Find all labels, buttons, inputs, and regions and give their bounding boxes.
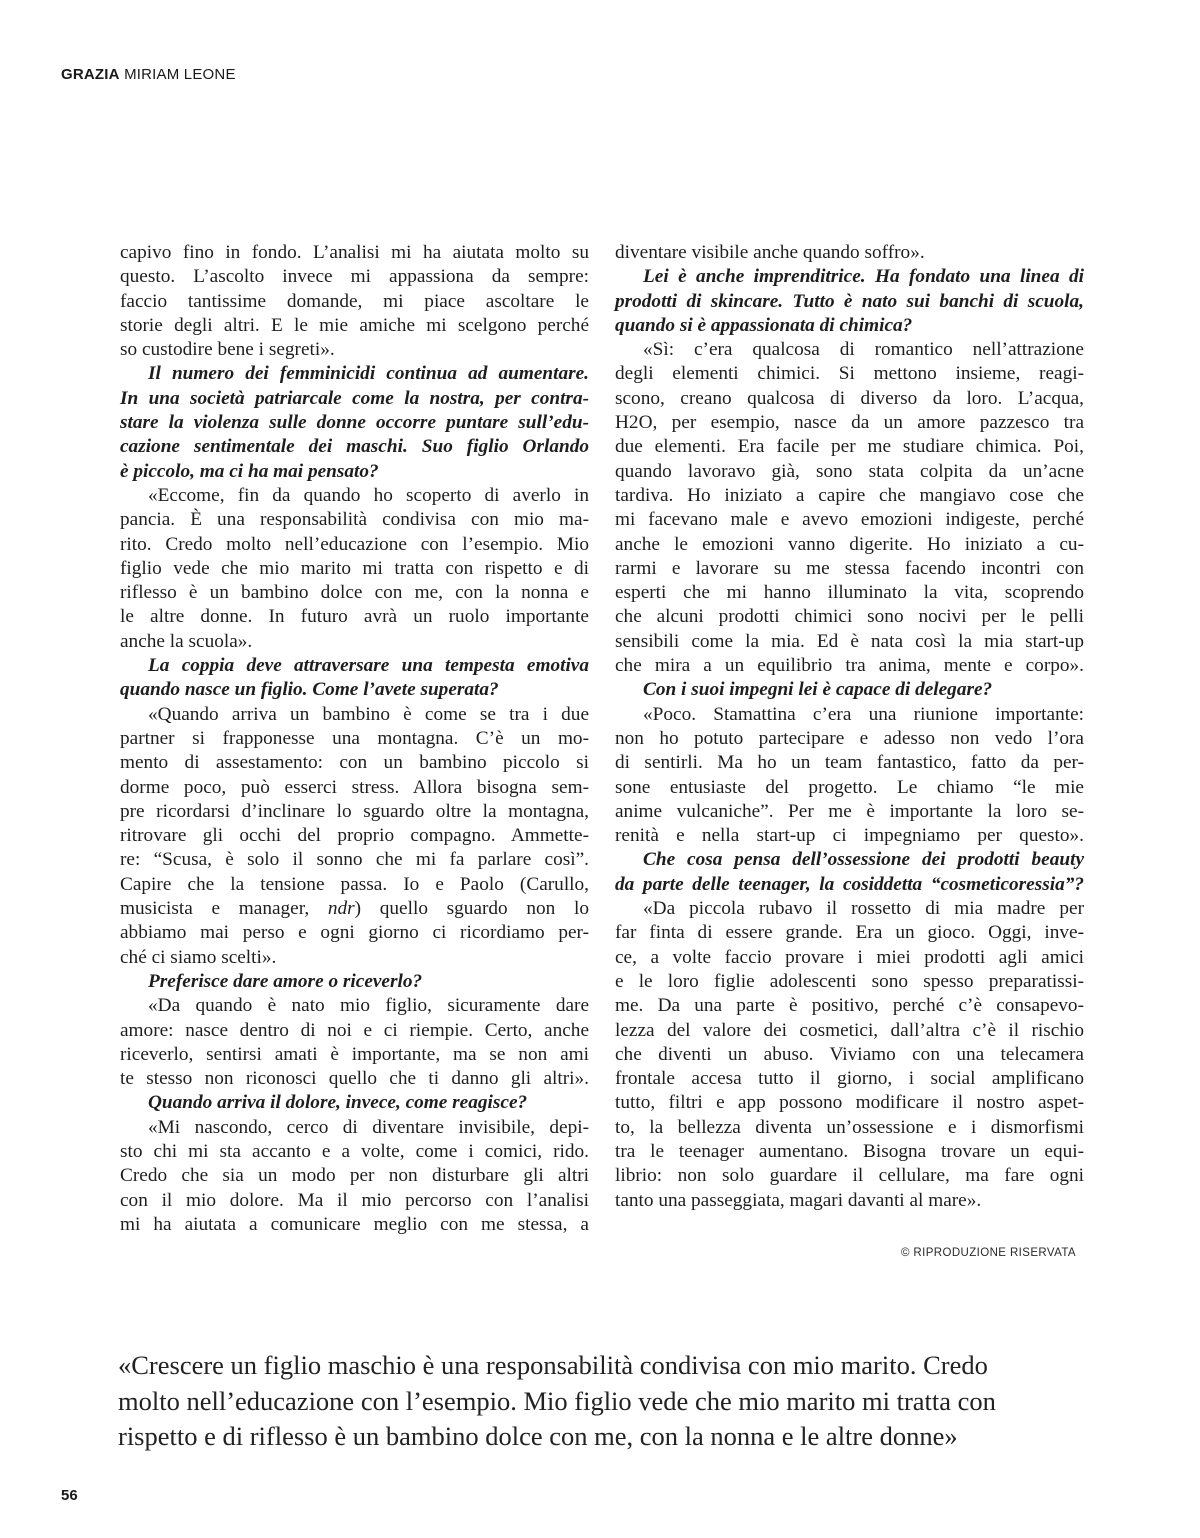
pull-quote-line: rispetto e di riflesso è un bambino dolce con me, con la nonna e le altre donne» bbox=[118, 1421, 958, 1451]
answer-text-line: quando lavoravo già, sono stata colpita da un’acne bbox=[615, 460, 1084, 482]
answer-text-line: e le loro figlie adolescenti sono spesso preparatissi- bbox=[615, 970, 1084, 992]
answer-text-line: storie degli altri. E le mie amiche mi scelgono perché bbox=[120, 314, 589, 336]
answer-text-line: riflesso è un bambino dolce con me, con la nonna e bbox=[120, 582, 589, 604]
interview-question-line: Quando arriva il dolore, invece, come reagisce? bbox=[148, 1092, 528, 1114]
answer-text-line: mento di assestamento: con un bambino piccolo si bbox=[120, 752, 589, 774]
answer-text-line: che diventi un abuso. Viviamo con una telecamera bbox=[615, 1043, 1084, 1065]
pull-quote bbox=[118, 1348, 1048, 1455]
answer-text-line: me. Da una parte è positivo, perché c’è consapevo- bbox=[615, 995, 1084, 1017]
interview-question-line: Preferisce dare amore o riceverlo? bbox=[148, 970, 423, 992]
interview-question-line: da parte delle teenager, la cosiddetta “cosmeticoressia”? bbox=[615, 873, 1084, 895]
answer-text-line: diventare visibile anche quando soffro». bbox=[615, 242, 925, 263]
answer-text-line: non ho potuto partecipare e adesso non vedo l’ora bbox=[615, 727, 1084, 749]
answer-text-line: due elementi. Era facile per me studiare chimica. Poi, bbox=[615, 436, 1084, 458]
text-segment: ) quello sguardo non lo bbox=[354, 898, 589, 920]
answer-text-line: faccio tantissime domande, mi piace ascoltare le bbox=[120, 290, 589, 312]
answer-text-line: sto chi mi sta accanto e a volte, come i comici, rido. bbox=[120, 1140, 589, 1162]
interview-question-line: In una società patriarcale come la nostra, per contra- bbox=[120, 387, 589, 409]
pull-quote-line: «Crescere un figlio maschio è una responsabilità condivisa con mio marito. Credo bbox=[118, 1350, 988, 1380]
answer-text-line: re: “Scusa, è solo il sonno che mi fa parlare così”. bbox=[120, 849, 589, 871]
answer-text-line: H2O, per esempio, nasce da un amore pazzesco tra bbox=[615, 412, 1084, 434]
answer-text-line: che alcuni prodotti chimici sono nocivi per le pelli bbox=[615, 606, 1084, 628]
interview-question-line: prodotti di skincare. Tutto è nato sui banchi di scuola, bbox=[615, 290, 1084, 312]
running-header bbox=[61, 66, 236, 83]
interview-question-line: cazione sentimentale dei maschi. Suo figlio Orlando bbox=[120, 436, 589, 458]
answer-text-line: «Sì: c’era qualcosa di romantico nell’attrazione bbox=[643, 339, 1084, 361]
answer-text-line: degli elementi chimici. Si mettono insieme, reagi- bbox=[615, 363, 1084, 385]
interview-question-line: Che cosa pensa dell’ossessione dei prodotti beauty bbox=[643, 849, 1084, 871]
answer-text-line: pancia. È una responsabilità condivisa con mio ma- bbox=[120, 509, 589, 531]
interview-question-line: Lei è anche imprenditrice. Ha fondato una linea di bbox=[643, 266, 1084, 288]
answer-text-line: «Mi nascondo, cerco di diventare invisibile, depi- bbox=[148, 1116, 589, 1138]
answer-text-line: che mira a un equilibrio tra anima, mente e corpo». bbox=[615, 655, 1084, 677]
answer-text-line: anche la scuola». bbox=[120, 630, 253, 652]
answer-text-line bbox=[120, 897, 589, 921]
article-column-right bbox=[615, 241, 1084, 1213]
answer-text-line: Credo che sia un modo per non disturbare gli altri bbox=[120, 1165, 589, 1187]
editor-note: ndr bbox=[327, 898, 355, 920]
pull-quote-line: molto nell’educazione con l’esempio. Mio figlio vede che mio marito mi tratta con bbox=[118, 1385, 996, 1416]
answer-text-line: «Quando arriva un bambino è come se tra i due bbox=[148, 703, 589, 725]
answer-text-line: anche le emozioni vanno digerite. Ho iniziato a cu- bbox=[615, 533, 1084, 555]
answer-text-line: te stesso non riconosci quello che ti danno gli altri». bbox=[120, 1068, 589, 1090]
answer-text-line: to, la bellezza diventa un’ossessione e i dismorfismi bbox=[615, 1116, 1084, 1138]
article-column-left bbox=[120, 241, 589, 1237]
answer-text-line: con il mio dolore. Ma il mio percorso con l’analisi bbox=[120, 1189, 589, 1211]
answer-text-line: rito. Credo molto nell’educazione con l’esempio. Mio bbox=[120, 533, 589, 555]
answer-text-line: tanto una passeggiata, magari davanti al mare». bbox=[615, 1189, 982, 1211]
answer-text-line: «Poco. Stamattina c’era una riunione importante: bbox=[643, 703, 1084, 725]
text-segment: musicista e manager, bbox=[120, 898, 328, 920]
interview-question-line: quando nasce un figlio. Come l’avete superata? bbox=[120, 679, 499, 701]
answer-text-line: lezza del valore dei cosmetici, dall’altra c’è il rischio bbox=[615, 1019, 1084, 1041]
page-number: 56 bbox=[61, 1487, 78, 1504]
answer-text-line: sone entusiaste del progetto. Le chiamo “le mie bbox=[615, 776, 1084, 798]
interview-question-line: Il numero dei femminicidi continua ad aumentare. bbox=[148, 363, 589, 385]
interview-question-line: quando si è appassionata di chimica? bbox=[615, 314, 913, 336]
answer-text-line: frontale accesa tutto il giorno, i social amplificano bbox=[615, 1068, 1084, 1090]
interview-question-line: La coppia deve attraversare una tempesta emotiva bbox=[148, 655, 589, 677]
magazine-brand: GRAZIA bbox=[61, 66, 120, 83]
answer-text-line: tutto, filtri e app possono modificare il nostro aspet- bbox=[615, 1092, 1084, 1114]
answer-text-line: anime vulcaniche”. Per me è importante la loro se- bbox=[615, 800, 1084, 822]
answer-text-line: figlio vede che mio marito mi tratta con rispetto e di bbox=[120, 557, 589, 579]
answer-text-line: riceverlo, sentirsi amati è importante, ma se non ami bbox=[120, 1043, 589, 1065]
answer-text-line: sensibili come la mia. Ed è nata così la mia start-up bbox=[615, 630, 1084, 652]
answer-text-line: tra le teenager aumentano. Bisogna trovare un equi- bbox=[615, 1140, 1084, 1162]
copyright-notice: © RIPRODUZIONE RISERVATA bbox=[900, 1247, 1076, 1259]
answer-text-line: librio: non solo guardare il cellulare, ma fare ogni bbox=[615, 1165, 1084, 1187]
answer-text-line: Capire che la tensione passa. Io e Paolo (Carullo, bbox=[120, 873, 589, 895]
answer-text-line: tardiva. Ho iniziato a capire che mangiavo cose che bbox=[615, 484, 1084, 506]
interview-question-line: stare la violenza sulle donne occorre puntare sull’edu- bbox=[120, 412, 589, 434]
answer-text-line: scono, creano qualcosa di diverso da loro. L’acqua, bbox=[615, 387, 1084, 409]
answer-text-line: mi ha aiutata a comunicare meglio con me stessa, a bbox=[120, 1213, 589, 1235]
answer-text-line: renità e nella start-up ci impegniamo per questo». bbox=[615, 825, 1084, 847]
answer-text-line: le altre donne. In futuro avrà un ruolo importante bbox=[120, 606, 589, 628]
answer-text-line: amore: nasce dentro di noi e ci riempie. Certo, anche bbox=[120, 1019, 589, 1041]
answer-text-line: pre ricordarsi d’inclinare lo sguardo oltre la montagna, bbox=[120, 800, 589, 822]
answer-text-line: so custodire bene i segreti». bbox=[120, 339, 335, 361]
answer-text-line: ché ci siamo scelti». bbox=[120, 946, 277, 968]
answer-text-line: rarmi e lavorare su me stessa facendo incontri con bbox=[615, 557, 1084, 579]
article-subject: MIRIAM LEONE bbox=[124, 66, 236, 83]
answer-text-line: capivo fino in fondo. L’analisi mi ha aiutata molto su bbox=[120, 242, 589, 263]
interview-question-line: Con i suoi impegni lei è capace di delegare? bbox=[643, 679, 993, 701]
answer-text-line: abbiamo mai perso e ogni giorno ci ricordiamo per- bbox=[120, 922, 589, 944]
answer-text-line: questo. L’ascolto invece mi appassiona da sempre: bbox=[120, 266, 589, 288]
answer-text-line: «Eccome, fin da quando ho scoperto di averlo in bbox=[148, 484, 589, 506]
answer-text-line: «Da piccola rubavo il rossetto di mia madre per bbox=[643, 898, 1084, 920]
answer-text-line: mi facevano male e avevo emozioni indigeste, perché bbox=[615, 509, 1084, 531]
answer-text-line: ritrovare gli occhi del proprio compagno. Ammette- bbox=[120, 825, 589, 847]
interview-question-line: è piccolo, ma ci ha mai pensato? bbox=[120, 460, 379, 482]
answer-text-line: «Da quando è nato mio figlio, sicuramente dare bbox=[148, 995, 589, 1017]
answer-text-line: esperti che mi hanno illuminato la vita, scoprendo bbox=[615, 582, 1084, 604]
answer-text-line: ce, a volte faccio provare i miei prodotti agli amici bbox=[615, 946, 1084, 968]
answer-text-line: partner si frapponesse una montagna. C’è un mo- bbox=[120, 727, 589, 749]
answer-text-line: dorme poco, può esserci stress. Allora bisogna sem- bbox=[120, 776, 589, 798]
answer-text-line: far finta di essere grande. Era un gioco. Oggi, inve- bbox=[615, 922, 1084, 944]
answer-text-line: di sentirli. Ma ho un team fantastico, fatto da per- bbox=[615, 752, 1084, 774]
